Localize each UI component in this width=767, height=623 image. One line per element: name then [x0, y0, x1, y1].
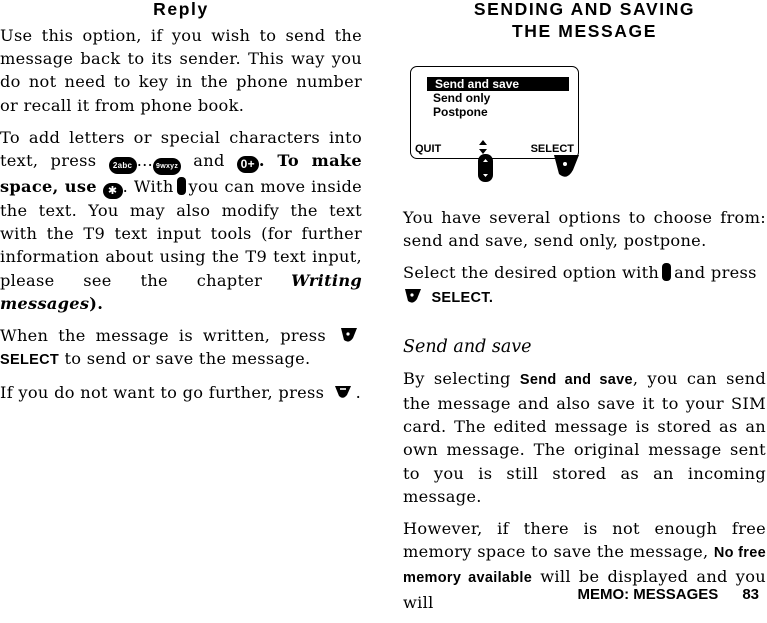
select-label: SELECT	[0, 352, 59, 369]
memory-text-b: will be displayed and you will	[403, 567, 766, 612]
send-save-text-a: By selecting	[403, 368, 511, 388]
right-softkey-icon	[403, 287, 423, 305]
letters-text-a: To add letters or special characters into text, press	[0, 127, 362, 171]
navigation-key-icon	[662, 263, 671, 281]
right-softkey-icon	[553, 153, 580, 181]
cancel-text-b: .	[355, 383, 362, 403]
and-text: and	[193, 151, 225, 171]
navigation-key-icon	[177, 177, 186, 195]
reply-heading: Reply	[153, 0, 209, 19]
written-text-a: When the message is written, press	[0, 326, 327, 346]
letters-text-c: . With	[122, 177, 174, 197]
page-number: 83	[742, 586, 759, 603]
select-option-paragraph	[403, 261, 766, 309]
letters-paragraph	[0, 126, 362, 315]
right-softkey-icon	[339, 326, 359, 344]
written-paragraph	[0, 324, 362, 372]
sending-heading-line2: THE MESSAGE	[512, 21, 657, 41]
key-2-icon: 2abc	[109, 157, 137, 174]
send-save-bold: Send and save	[519, 371, 633, 388]
menu-item-send-and-save[interactable]: Send and save	[427, 77, 569, 91]
right-body	[403, 206, 766, 623]
right-column	[403, 0, 766, 42]
send-and-save-subheading: Send and save	[403, 336, 532, 357]
letters-text-b: . To make space, use	[0, 151, 363, 197]
key-9-icon: 9wxyz	[153, 158, 181, 175]
select-text-a: Select the desired option with	[403, 263, 660, 283]
cancel-paragraph	[0, 381, 362, 404]
send-and-save-paragraph	[403, 367, 766, 508]
select-text-b: and press	[674, 263, 757, 283]
send-save-text-b: , you can send the message and also save it to your SIM card. The edited message is stored as an own message. The original message sent to you is still stored as an incoming message.	[403, 368, 767, 506]
memory-text-a: However, if there is not enough free memory space to save the message,	[403, 519, 766, 562]
chapter-link: Writing messages	[0, 270, 363, 313]
left-column	[0, 0, 362, 414]
menu-item-postpone[interactable]: Postpone	[433, 105, 488, 119]
cancel-text-a: If you do not want to go further, press	[0, 383, 325, 403]
letters-text-e: ).	[89, 293, 104, 313]
written-text-b: to send or save the message.	[64, 349, 311, 369]
reply-paragraph: Use this option, if you wish to send the message back to its sender. This way you do not need to key in the phone number or recall it from phone book.	[0, 26, 362, 115]
key-0-icon: 0+	[237, 156, 259, 173]
options-paragraph: You have several options to choose from: send and save, send only, postpone.	[403, 208, 766, 251]
scroll-arrows-icon	[479, 140, 487, 154]
select-label: SELECT.	[431, 289, 494, 306]
memory-bold: No free memory available	[403, 545, 766, 587]
star-key-icon: ✱	[103, 183, 123, 199]
select-softkey-label[interactable]: SELECT	[530, 143, 574, 155]
navigation-key-icon	[477, 153, 494, 183]
sending-heading-line1: SENDING AND SAVING	[473, 0, 696, 19]
phone-screen	[410, 66, 579, 159]
cancel-key-icon	[333, 383, 353, 401]
menu-item-send-only[interactable]: Send only	[433, 91, 491, 105]
ellipsis: …	[136, 151, 154, 171]
page-footer	[577, 586, 759, 603]
quit-softkey-label[interactable]: QUIT	[415, 143, 442, 155]
footer-section: MEMO: MESSAGES	[577, 586, 719, 603]
letters-text-d: you can move inside the text. You may also modify the text with the T9 text input tools (for further information about using the T9 text input, please see the chapter	[0, 177, 362, 290]
